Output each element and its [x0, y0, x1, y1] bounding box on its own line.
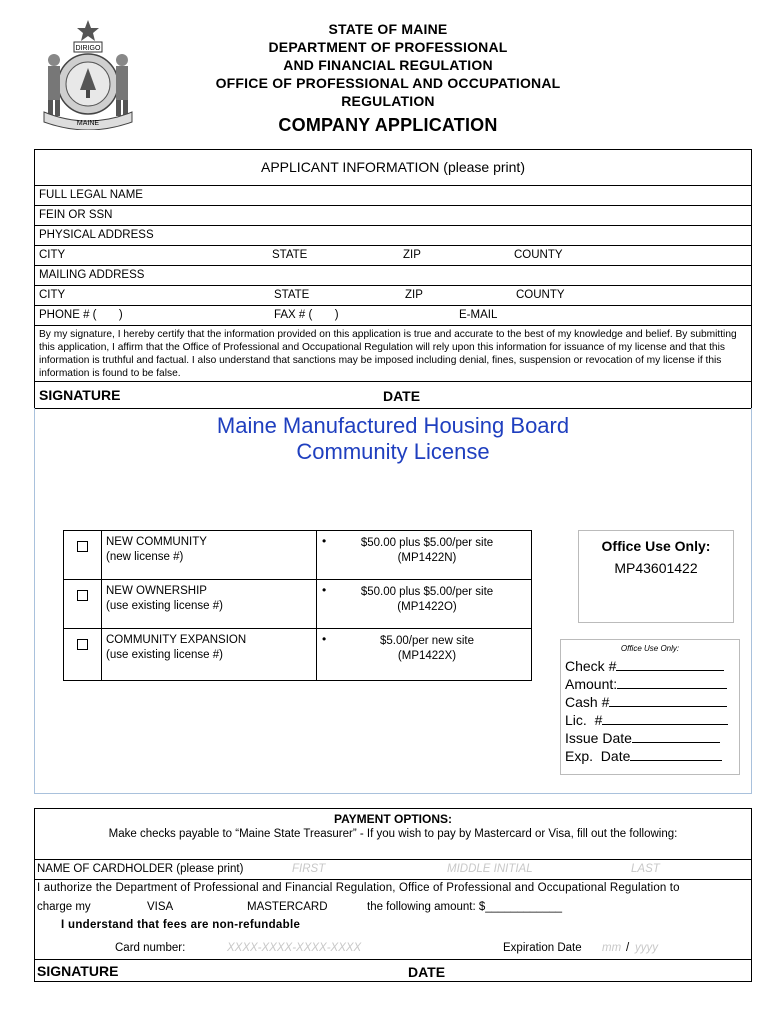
applicant-section-title: APPLICANT INFORMATION (please print)	[261, 159, 525, 175]
office-use-payment-box	[560, 639, 740, 775]
license-fee: • $50.00 plus $5.00/per site (MP1422N)	[317, 531, 532, 580]
license-description: NEW OWNERSHIP (use existing license #)	[102, 580, 317, 629]
field-label: FEIN OR SSN	[39, 209, 113, 221]
non-refundable-notice: I understand that fees are non-refundable	[61, 919, 301, 931]
svg-text:MAINE: MAINE	[76, 120, 100, 127]
signature-row[interactable]	[35, 381, 751, 410]
license-fee: • $5.00/per new site (MP1422X)	[317, 629, 532, 681]
header-line: REGULATION	[341, 93, 435, 109]
amount-field[interactable]: the following amount: $____________	[367, 901, 563, 913]
table-row	[64, 531, 532, 580]
field-label: CITY	[39, 289, 66, 301]
amount-line[interactable]: Amount:	[565, 675, 728, 693]
cardholder-first-input[interactable]: FIRST	[292, 863, 326, 875]
certification-statement: By my signature, I hereby certify that the information provided on this application is true and accurate to the best of my knowledge and belief. By submitting this application, I affirm that the Office of Professional and Occupational Regulation will rely upon this information for issuance of my license and that this information is truthful and factual. I also understand that sanctions may be imposed including denial, fines, suspension or revocation of my license if this information is found to be false.	[39, 329, 737, 379]
card-number-input[interactable]: XXXX-XXXX-XXXX-XXXX	[227, 942, 362, 954]
community-expansion-checkbox[interactable]	[64, 629, 102, 681]
field-label: STATE	[272, 249, 308, 261]
table-row	[64, 629, 532, 681]
field-label: STATE	[274, 289, 310, 301]
physical-address-field[interactable]	[35, 225, 751, 246]
svg-text:DIRIGO: DIRIGO	[75, 45, 101, 52]
field-label: MAILING ADDRESS	[39, 269, 145, 281]
exp-date-line[interactable]: Exp. Date	[565, 747, 728, 765]
license-title: Community License	[296, 439, 490, 464]
issue-date-line[interactable]: Issue Date	[565, 729, 728, 747]
field-label: ZIP	[405, 289, 423, 301]
new-community-checkbox[interactable]	[64, 531, 102, 580]
license-description: COMMUNITY EXPANSION (use existing license #)	[102, 629, 317, 681]
expiration-month-input[interactable]: mm	[602, 942, 622, 954]
expiration-year-input[interactable]: yyyy	[635, 942, 658, 954]
header-line: AND FINANCIAL REGULATION	[283, 57, 493, 73]
fein-field[interactable]	[35, 205, 751, 226]
full-legal-name-field[interactable]	[35, 185, 751, 206]
field-label: ZIP	[403, 249, 421, 261]
visa-option[interactable]: VISA	[147, 901, 174, 913]
payment-title: PAYMENT OPTIONS:	[333, 812, 452, 826]
field-label: COUNTY	[516, 289, 565, 301]
field-label: FULL LEGAL NAME	[39, 189, 143, 201]
charge-my-label: charge my	[37, 901, 91, 913]
field-label: CITY	[39, 249, 66, 261]
form-header	[150, 20, 626, 137]
cardholder-middle-input[interactable]: MIDDLE INITIAL	[447, 863, 533, 875]
card-number-label: Card number:	[115, 942, 186, 954]
cardholder-label: NAME OF CARDHOLDER (please print)	[37, 863, 244, 875]
payment-signature-label: SIGNATURE	[37, 963, 119, 979]
field-label: E-MAIL	[459, 309, 498, 321]
form-title: COMPANY APPLICATION	[278, 115, 498, 135]
check-number-line[interactable]: Check #	[565, 657, 728, 675]
physical-city-state-zip-row[interactable]	[35, 245, 751, 266]
table-row	[64, 580, 532, 629]
license-description: NEW COMMUNITY (new license #)	[102, 531, 317, 580]
header-line: OFFICE OF PROFESSIONAL AND OCCUPATIONAL	[215, 75, 561, 91]
signature-label: SIGNATURE	[39, 387, 121, 403]
board-title: Maine Manufactured Housing Board	[216, 413, 570, 438]
field-label: COUNTY	[514, 249, 563, 261]
phone-fax-email-row[interactable]	[35, 305, 751, 326]
mailing-address-field[interactable]	[35, 265, 751, 286]
header-line: STATE OF MAINE	[328, 21, 448, 37]
cardholder-last-input[interactable]: LAST	[631, 863, 660, 875]
state-seal-logo	[40, 18, 136, 130]
date-label: DATE	[383, 388, 421, 404]
field-label: PHYSICAL ADDRESS	[39, 229, 154, 241]
mailing-city-state-zip-row[interactable]	[35, 285, 751, 306]
payment-date-label: DATE	[408, 964, 446, 980]
expiration-label: Expiration Date	[503, 942, 582, 954]
cash-number-line[interactable]: Cash #	[565, 693, 728, 711]
field-label: FAX # ( )	[274, 309, 339, 321]
authorize-statement: I authorize the Department of Professional and Financial Regulation, Office of Professional and Occupational Regulation to	[37, 882, 680, 894]
license-fee: • $50.00 plus $5.00/per site (MP1422O)	[317, 580, 532, 629]
license-options-table	[63, 530, 532, 681]
license-number-line[interactable]: Lic. #	[565, 711, 728, 729]
office-use-box	[578, 530, 734, 623]
office-use-code: MP43601422	[614, 560, 698, 576]
mastercard-option[interactable]: MASTERCARD	[247, 901, 328, 913]
payment-options-section	[34, 808, 752, 982]
office-use-small-title: Office Use Only:	[620, 644, 680, 653]
office-use-title: Office Use Only:	[601, 538, 711, 554]
expiration-separator: /	[626, 942, 630, 954]
field-label: PHONE # ( )	[39, 309, 123, 321]
applicant-information-section	[34, 149, 752, 409]
header-line: DEPARTMENT OF PROFESSIONAL	[268, 39, 508, 55]
new-ownership-checkbox[interactable]	[64, 580, 102, 629]
payment-instructions: Make checks payable to “Maine State Treasurer” - If you wish to pay by Mastercard or Visa, fill out the following:	[108, 828, 678, 840]
